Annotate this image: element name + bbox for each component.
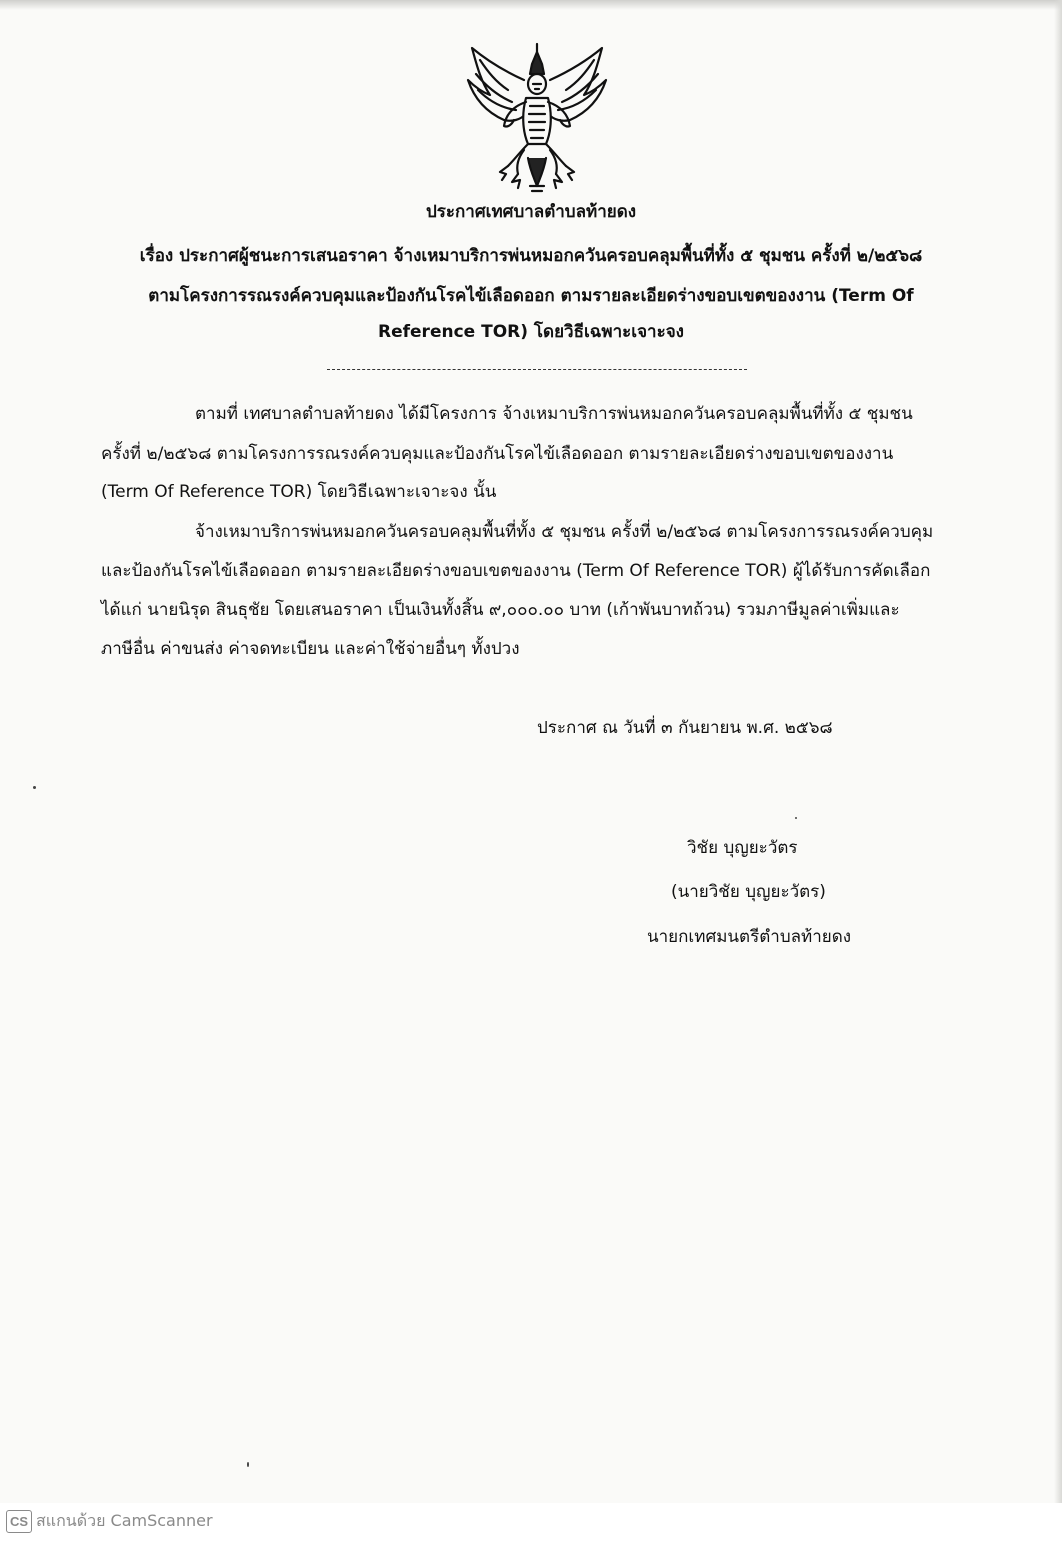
scan-speck (795, 817, 797, 819)
scan-top-edge (0, 0, 1062, 10)
garuda-emblem (462, 40, 612, 195)
subject-line-2: ตามโครงการรณรงค์ควบคุมและป้องกันโรคไข้เลือดออก ตามรายละเอียดร่างขอบเขตของงาน (Term Of (148, 286, 914, 306)
camscanner-watermark: สแกนด้วย CamScanner (36, 1511, 213, 1530)
signer-position: นายกเทศมนตรีตำบลท้ายดง (647, 927, 852, 947)
scan-speck (247, 1462, 249, 1467)
subject-line-3: Reference TOR) โดยวิธีเฉพาะเจาะจง (378, 322, 684, 342)
announcement-date: ประกาศ ณ วันที่ ๓ กันยายน พ.ศ. ๒๕๖๘ (537, 718, 833, 738)
scan-right-edge (1054, 0, 1062, 1541)
paragraph-1-line-3: (Term Of Reference TOR) โดยวิธีเฉพาะเจาะจง นั้น (101, 482, 497, 502)
paragraph-1-line-2: ครั้งที่ ๒/๒๕๖๘ ตามโครงการรณรงค์ควบคุมและป้องกันโรคไข้เลือดออก ตามรายละเอียดร่างขอบเขตของงาน (101, 444, 894, 464)
office-title: ประกาศเทศบาลตำบลท้ายดง (425, 202, 637, 222)
paragraph-2-line-2: และป้องกันโรคไข้เลือดออก ตามรายละเอียดร่างขอบเขตของงาน (Term Of Reference TOR) ผู้ได้รับการคัดเลือก (101, 561, 931, 581)
signer-full-name: (นายวิชัย บุญยะวัตร) (671, 882, 826, 902)
paragraph-1-line-1: ตามที่ เทศบาลตำบลท้ายดง ได้มีโครงการ จ้างเหมาบริการพ่นหมอกควันครอบคลุมพื้นที่ทั้ง ๕ ชุมชน (195, 404, 913, 424)
paragraph-2-line-3: ได้แก่ นายนิรุด สินธุชัย โดยเสนอราคา เป็นเงินทั้งสิ้น ๙,๐๐๐.๐๐ บาท (เก้าพันบาทถ้วน) รวมภาษีมูลค่าเพิ่มและ (101, 600, 900, 620)
header-divider (327, 369, 747, 370)
scan-speck (33, 786, 36, 789)
paragraph-2-line-1: จ้างเหมาบริการพ่นหมอกควันครอบคลุมพื้นที่ทั้ง ๕ ชุมชน ครั้งที่ ๒/๒๕๖๘ ตามโครงการรณรงค์ควบคุม (195, 522, 934, 542)
camscanner-logo: CS (6, 1510, 32, 1533)
paragraph-2-line-4: ภาษีอื่น ค่าขนส่ง ค่าจดทะเบียน และค่าใช้จ่ายอื่นๆ ทั้งปวง (101, 639, 520, 659)
subject-line-1: เรื่อง ประกาศผู้ชนะการเสนอราคา จ้างเหมาบริการพ่นหมอกควันครอบคลุมพื้นที่ทั้ง ๕ ชุมชน ครั้งที่ ๒/๒๕๖๘ (139, 246, 923, 266)
signature-name: วิชัย บุญยะวัตร (687, 838, 798, 858)
